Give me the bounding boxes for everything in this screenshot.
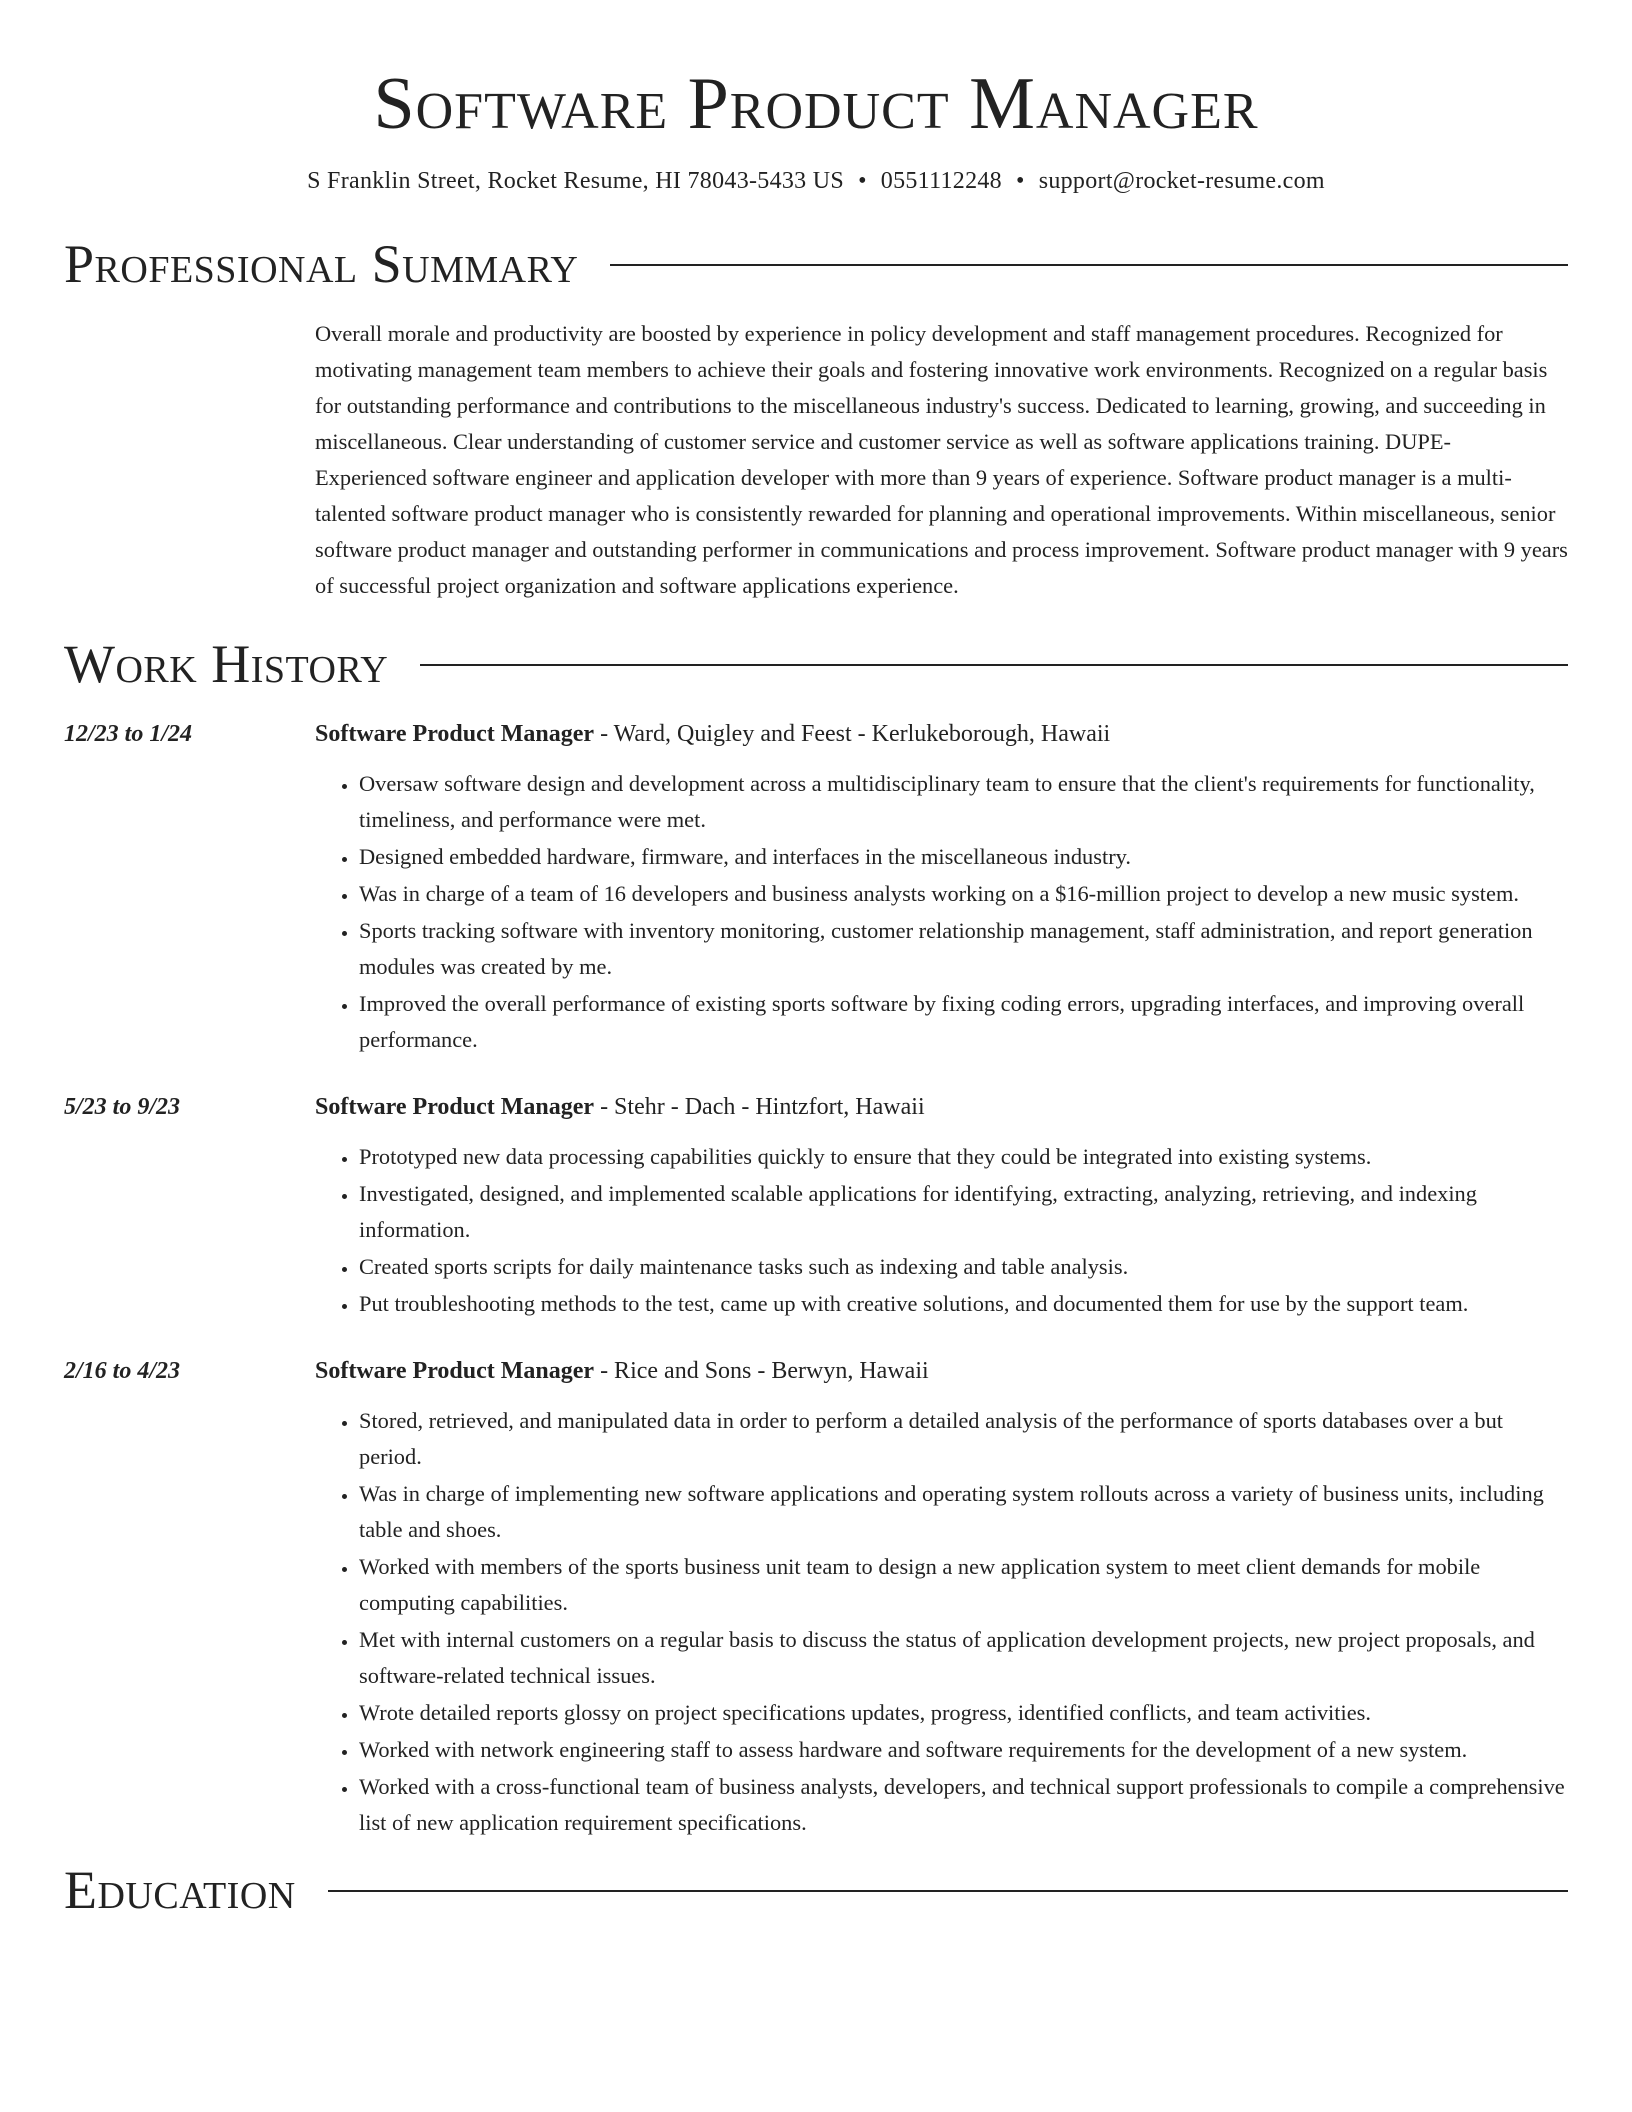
job-bullet: • Put troubleshooting methods to the test, came up with creative solutions, and documented them for use by the support team. (359, 1286, 1568, 1322)
job-bullet: • Was in charge of a team of 16 developers and business analysts working on a $16-million project to develop a new music system. (359, 876, 1568, 912)
job-bullets (315, 1403, 1568, 1841)
job-dates: 2/16 to 4/23 (64, 1358, 181, 1384)
job-bullet: • Worked with network engineering staff to assess hardware and software requirements for the development of a new system. (359, 1732, 1568, 1768)
contact-address: S Franklin Street, Rocket Resume, HI 78043-5433 US (307, 168, 845, 194)
job-bullet: • Wrote detailed reports glossy on project specifications updates, progress, identified conflicts, and team activities. (359, 1695, 1568, 1731)
job-entry (64, 1089, 1568, 1323)
section-title-education: Education (64, 1860, 296, 1920)
job-bullet: • Stored, retrieved, and manipulated data in order to perform a detailed analysis of the performance of sports databases over a but period. (359, 1403, 1568, 1475)
section-header-summary (64, 234, 1568, 294)
section-header-work (64, 634, 1568, 694)
job-role: Software Product Manager (315, 1094, 595, 1120)
job-bullets (315, 766, 1568, 1058)
section-divider (328, 1890, 1568, 1892)
job-bullet: • Designed embedded hardware, firmware, and interfaces in the miscellaneous industry. (359, 839, 1568, 875)
section-divider (610, 264, 1568, 266)
job-role: Software Product Manager (315, 1358, 595, 1384)
contact-email: support@rocket-resume.com (1038, 168, 1325, 194)
summary-text: Overall morale and productivity are boosted by experience in policy development and staff management procedures. Recognized for motivating management team members to achieve their goals and fostering innovative work environments. Recognized on a regular basis for outstanding performance and contributions to the miscellaneous industry's success. Dedicated to learning, growing, and succeeding in miscellaneous. Clear understanding of customer service and customer service as well as software applications training. DUPE- Experienced software engineer and application developer with more than 9 years of experience. Software product manager is a multi-talented software product manager who is consistently rewarded for planning and operational improvements. Within miscellaneous, senior software product manager and outstanding performer in communications and process improvement. Software product manager with 9 years of successful project organization and software applications experience. (315, 321, 1568, 598)
contact-phone: 0551112248 (880, 168, 1002, 194)
job-bullet: • Sports tracking software with inventory monitoring, customer relationship management, staff administration, and report generation modules was created by me. (359, 913, 1568, 985)
job-bullet: • Worked with a cross-functional team of business analysts, developers, and technical support professionals to compile a comprehensive list of new application requirement specifications. (359, 1769, 1568, 1841)
job-title-line (315, 1353, 1568, 1389)
job-bullet: • Prototyped new data processing capabilities quickly to ensure that they could be integrated into existing systems. (359, 1139, 1568, 1175)
job-bullet: • Worked with members of the sports business unit team to design a new application system to meet client demands for mobile computing capabilities. (359, 1549, 1568, 1621)
section-divider (420, 664, 1568, 666)
job-entry (64, 1353, 1568, 1842)
job-bullet: • Oversaw software design and development across a multidisciplinary team to ensure that the client's requirements for functionality, timeliness, and performance were met. (359, 766, 1568, 838)
resume-page (64, 0, 1568, 1920)
contact-separator: • (1015, 168, 1025, 194)
job-bullet: • Was in charge of implementing new software applications and operating system rollouts across a variety of business units, including table and shoes. (359, 1476, 1568, 1548)
job-bullet: • Improved the overall performance of existing sports software by fixing coding errors, upgrading interfaces, and improving overall performance. (359, 986, 1568, 1058)
job-entry (64, 716, 1568, 1059)
job-dates: 12/23 to 1/24 (64, 721, 193, 747)
job-title-line (315, 1089, 1568, 1125)
job-company: - Ward, Quigley and Feest - Kerlukeborough, Hawaii (594, 721, 1111, 747)
contact-separator: • (858, 168, 867, 194)
resume-title: Software Product Manager (373, 63, 1259, 145)
section-header-education (64, 1860, 1568, 1920)
section-title-work: Work History (64, 634, 389, 694)
job-role: Software Product Manager (315, 721, 595, 747)
job-body (315, 716, 1568, 1059)
job-bullets (315, 1139, 1568, 1322)
job-company: - Stehr - Dach - Hintzfort, Hawaii (594, 1094, 925, 1120)
job-dates: 5/23 to 9/23 (64, 1094, 181, 1120)
section-title-summary: Professional Summary (64, 234, 579, 294)
job-body (315, 1089, 1568, 1323)
job-bullet: • Investigated, designed, and implemented scalable applications for identifying, extracting, analyzing, retrieving, and indexing information. (359, 1176, 1568, 1248)
job-title-line (315, 716, 1568, 752)
job-list (64, 716, 1568, 1842)
contact-line (64, 166, 1568, 196)
job-company: - Rice and Sons - Berwyn, Hawaii (594, 1358, 929, 1384)
job-bullet: • Met with internal customers on a regular basis to discuss the status of application development projects, new project proposals, and software-related technical issues. (359, 1622, 1568, 1694)
job-body (315, 1353, 1568, 1842)
job-bullet: • Created sports scripts for daily maintenance tasks such as indexing and table analysis. (359, 1249, 1568, 1285)
